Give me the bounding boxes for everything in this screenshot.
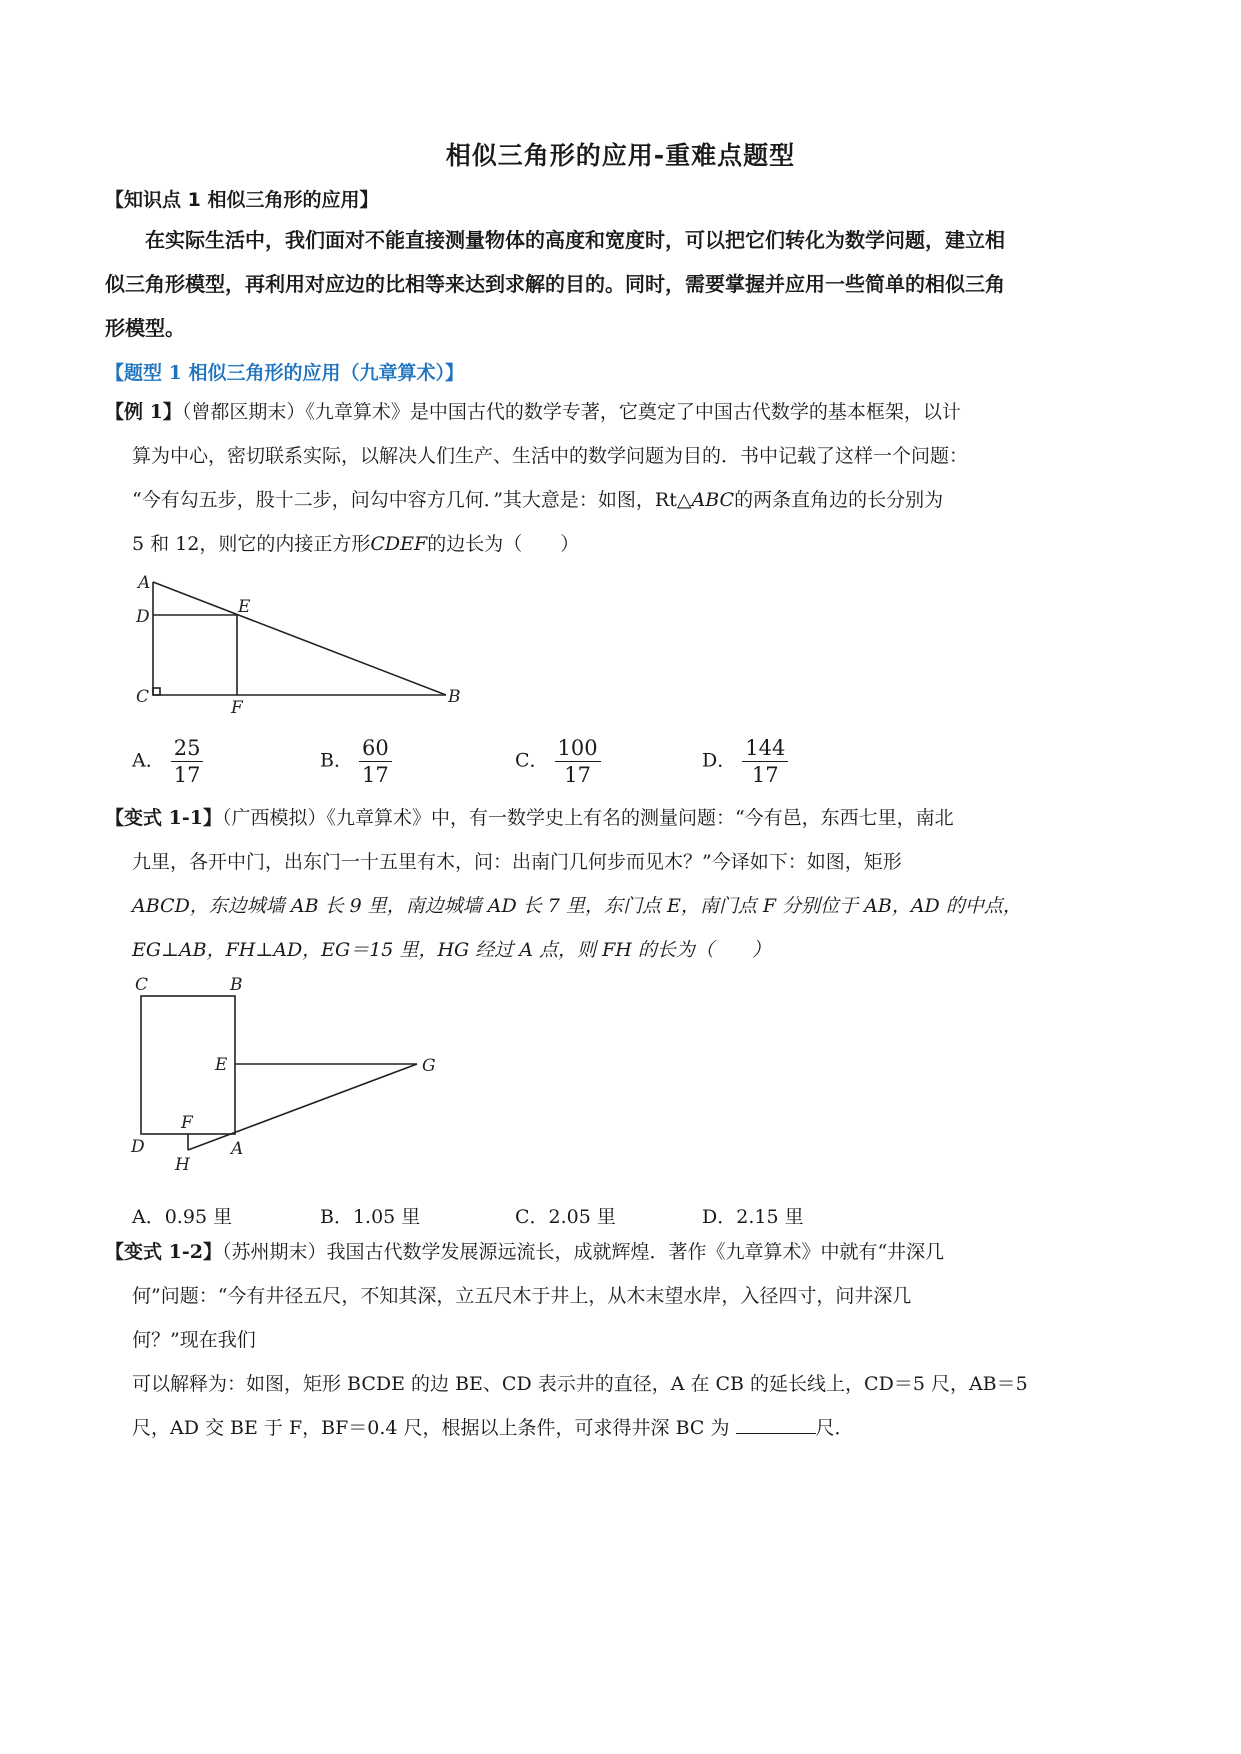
- option-b[interactable]: [320, 735, 392, 788]
- option-b-denominator: 17: [361, 763, 389, 787]
- triangle-square-figure: [130, 570, 470, 720]
- example-1-text-3c: 的两条直角边的长分别为: [734, 489, 944, 511]
- example-1-text-3b: ABC: [691, 489, 735, 511]
- label-f: F: [231, 698, 243, 718]
- example-1-line-2: 算为中心，密切联系实际，以解决人们生产、生活中的数学问题为目的．书中记载了这样一个问题：: [132, 445, 969, 467]
- option-c-letter: C．: [515, 749, 549, 772]
- option-d[interactable]: [702, 735, 788, 788]
- label-d: D: [131, 1137, 145, 1157]
- example-1-line-1: [105, 388, 961, 437]
- variant-1-1-text-1: （广西模拟）《九章算术》中，有一数学史上有名的测量问题：“今有邑，东西七里，南北: [221, 807, 954, 829]
- example-1-text-4c: 的边长为（ ）: [427, 533, 580, 555]
- option-a-letter: A．: [132, 749, 165, 772]
- option-a[interactable]: [132, 735, 203, 788]
- example-1-line-3: [132, 476, 943, 525]
- label-a: A: [231, 1139, 244, 1159]
- variant-1-1-option-c[interactable]: C．2.05 里: [515, 1206, 616, 1228]
- example-1-line-4: [132, 520, 579, 569]
- city-wall-figure: [125, 970, 455, 1180]
- option-c-numerator: 100: [555, 735, 601, 762]
- label-c: C: [135, 975, 149, 995]
- variant-1-2-line-5: [132, 1404, 854, 1453]
- label-e: E: [238, 597, 251, 617]
- variant-1-1-tag: 【变式 1-1】: [105, 807, 222, 829]
- variant-1-2-text-5a: 尺，AD 交 BE 于 F，BF＝0.4 尺，根据以上条件，可求得井深 BC 为: [132, 1417, 730, 1439]
- variant-1-2-line-4: 可以解释为：如图，矩形 BCDE 的边 BE、CD 表示井的直径，A 在 CB 的延长线上，CD＝5 尺，AB＝5: [132, 1373, 1028, 1395]
- example-1-text-1: （曾都区期末）《九章算术》是中国古代的数学专著，它奠定了中国古代数学的基本框架，以计: [181, 401, 961, 423]
- variant-1-1-line-1: [105, 794, 954, 843]
- option-d-numerator: 144: [742, 735, 788, 762]
- option-a-numerator: 25: [171, 735, 204, 762]
- knowledge-line-2: 似三角形模型，再利用对应边的比相等来达到求解的目的。同时，需要掌握并应用一些简单的相似三角: [105, 272, 1005, 296]
- right-angle-mark: [153, 688, 160, 695]
- option-b-numerator: 60: [359, 735, 392, 762]
- variant-1-1-option-b[interactable]: B．1.05 里: [320, 1206, 421, 1228]
- example-1-text-3a: “今有勾五步，股十二步，问勾中容方几何．”其大意是：如图，Rt△: [132, 489, 692, 511]
- variant-1-2-line-3: 何？”现在我们: [132, 1329, 256, 1351]
- label-e: E: [215, 1055, 228, 1075]
- option-c[interactable]: [515, 735, 601, 788]
- option-d-fraction: [742, 735, 788, 788]
- answer-blank[interactable]: [736, 1415, 816, 1434]
- label-h: H: [175, 1155, 190, 1175]
- option-c-fraction: [555, 735, 601, 788]
- variant-1-1-line-2: 九里，各开中门，出东门一十五里有木，问：出南门几何步而见木？”今译如下：如图，矩形: [132, 851, 902, 873]
- variant-1-1-line-3: ABCD，东边城墙 AB 长 9 里，南边城墙 AD 长 7 里，东门点 E，南门点 F 分别位于 AB，AD 的中点，: [132, 895, 1022, 917]
- label-c: C: [136, 687, 150, 707]
- question-type-1: 【题型 1 相似三角形的应用（九章算术）】: [105, 362, 464, 384]
- variant-1-2-text-1: （苏州期末）我国古代数学发展源远流长，成就辉煌．著作《九章算术》中就有“井深几: [221, 1241, 945, 1263]
- variant-1-1-option-a[interactable]: A．0.95 里: [132, 1206, 233, 1228]
- label-d: D: [136, 607, 150, 627]
- label-g: G: [422, 1056, 436, 1076]
- segment-hg: [188, 1064, 417, 1150]
- variant-1-2-text-5b: 尺．: [815, 1417, 854, 1439]
- knowledge-line-1: 在实际生活中，我们面对不能直接测量物体的高度和宽度时，可以把它们转化为数学问题，建立相: [145, 228, 1005, 252]
- label-b: B: [230, 975, 243, 995]
- label-a: A: [138, 573, 151, 593]
- example-1-tag: 【例 1】: [105, 401, 182, 423]
- option-d-denominator: 17: [751, 763, 779, 787]
- variant-1-2-line-1: [105, 1228, 944, 1277]
- label-b: B: [448, 687, 461, 707]
- example-1-text-4b: CDEF: [370, 533, 428, 555]
- example-1-text-4a: 5 和 12，则它的内接正方形: [132, 533, 371, 555]
- segment-ab: [153, 582, 446, 695]
- knowledge-line-3: 形模型。: [105, 316, 185, 340]
- label-f: F: [181, 1113, 193, 1133]
- option-a-denominator: 17: [173, 763, 201, 787]
- option-b-letter: B．: [320, 749, 353, 772]
- variant-1-2-tag: 【变式 1-2】: [105, 1241, 222, 1263]
- variant-1-2-line-2: 何”问题：“今有井径五尺，不知其深，立五尺木于井上，从木末望水岸，入径四寸，问井深几: [132, 1285, 912, 1307]
- variant-1-1-option-d[interactable]: D．2.15 里: [702, 1206, 804, 1228]
- variant-1-1-line-4: EG⊥AB，FH⊥AD，EG＝15 里，HG 经过 A 点，则 FH 的长为（ ）: [132, 939, 771, 961]
- option-a-fraction: [171, 735, 204, 788]
- page-title: 相似三角形的应用-重难点题型: [445, 141, 796, 170]
- option-c-denominator: 17: [564, 763, 591, 787]
- option-b-fraction: [359, 735, 392, 788]
- option-d-letter: D．: [702, 749, 737, 772]
- knowledge-heading: 【知识点 1 相似三角形的应用】: [105, 189, 379, 211]
